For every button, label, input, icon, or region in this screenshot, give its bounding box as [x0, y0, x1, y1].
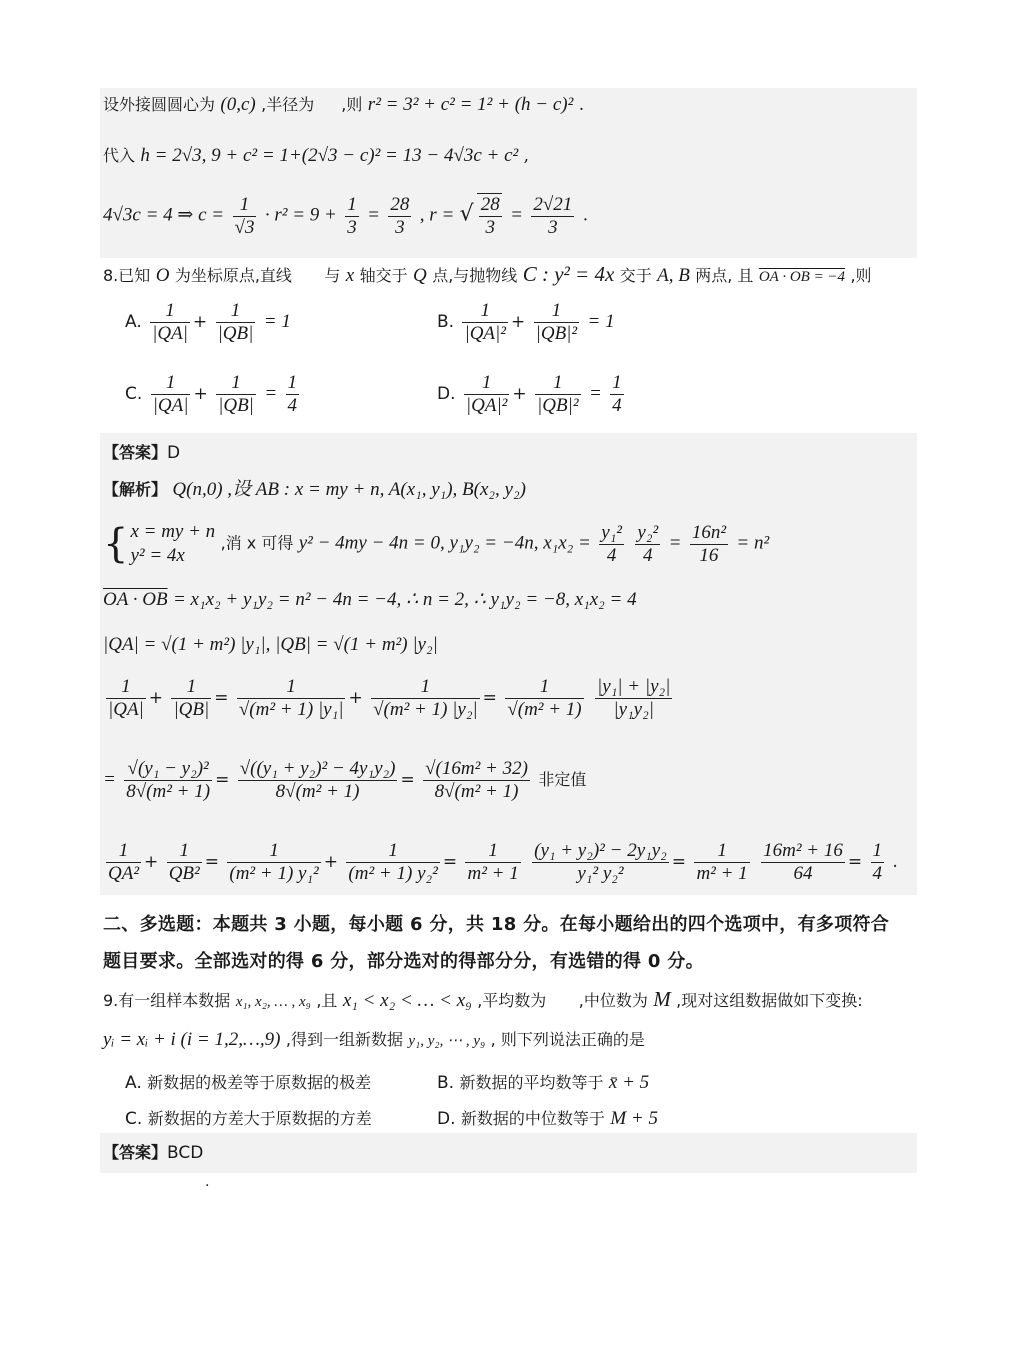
- q9-answer: 【答案】BCD: [103, 1143, 204, 1163]
- trailing-dot: .: [205, 1174, 210, 1190]
- q9-stem-line-1: 9.有一组样本数据 x₁, x₂, … , x₉ ,且 x₁ < x₂ < … < x₉ ,平均数为 ,中位数为 M ,现对这组数据做如下变换:: [103, 987, 863, 1011]
- solution-line-2: 代入 h = 2√3, 9 + c² = 1+(2√3 − c)² = 13 − 4√3c + c² ,: [103, 145, 530, 166]
- solution-line-1: 设外接圆圆心为 (0,c) ,半径为 ,则 r² = 3² + c² = 1² + (h − c)² .: [103, 94, 585, 115]
- solution-block-q8: [100, 433, 917, 895]
- q8-analysis-line-5: $\frac{1}{|QA|}$ + $\frac{1}{|QB|}$ = $\frac{1}{\text{√(m² + 1) |y₁|}}$ + $\frac{1}{\text{√(m² + 1) |y₂|}}$ = $\frac{1}{\text{√(m² + 1)}}$ $\frac{\text{|y₁| + |y₂|}}{\text{|y₁y₂|}}$: [108, 676, 671, 720]
- q9-option-d[interactable]: D. 新数据的中位数等于 M + 5: [437, 1108, 658, 1129]
- q8-analysis-line-6: = $\frac{\text{√(y₁ − y₂)²}}{\text{8√(m² + 1)}}$ = $\frac{\text{√((y₁ + y₂)² − 4y₁y₂)}}{\text{8√(m² + 1)}}$ = $\frac{\text{√(16m² + 32)}}{\text{8√(m² + 1)}}$ 非定值: [103, 758, 587, 802]
- q8-option-c[interactable]: C. $\frac{1}{|QA|}$ + $\frac{1}{|QB|}$ = $\frac{1}{4}$: [125, 372, 298, 416]
- q8-analysis-line-4: |QA| = √(1 + m²) |y₁|, |QB| = √(1 + m²) |y₂|: [103, 634, 438, 655]
- q9-option-a[interactable]: A. 新数据的极差等于原数据的极差: [125, 1073, 372, 1093]
- q8-analysis-line-3: OA · OB = x₁x₂ + y₁y₂ = n² − 4n = −4, ∴ n = 2, ∴ y₁y₂ = −8, x₁x₂ = 4: [103, 589, 637, 610]
- q8-answer: 【答案】D: [103, 443, 181, 463]
- q8-option-b[interactable]: B. $\frac{1}{\text{|QA|²}}$ + $\frac{1}{\text{|QB|²}}$ = 1: [437, 300, 615, 344]
- solution-line-3: 4√3c = 4 ⇒ c = $\frac{1}{√3}$ · r² = 9 + $\frac{1}{3}$ = $\frac{28}{3}$ , r = √ $\frac{28}{3}$ = $\frac{2√21}{3}$ .: [103, 193, 589, 238]
- section-2-heading-line-2: 题目要求。全部选对的得 6 分，部分选对的得部分分，有选错的得 0 分。: [103, 951, 704, 972]
- q8-option-d[interactable]: D. $\frac{1}{\text{|QA|²}}$ + $\frac{1}{\text{|QB|²}}$ = $\frac{1}{4}$: [437, 372, 622, 416]
- q9-option-b[interactable]: B. 新数据的平均数等于 x̄ + 5: [437, 1072, 650, 1093]
- q8-option-a[interactable]: A. $\frac{1}{|QA|}$ + $\frac{1}{|QB|}$ = 1: [125, 300, 291, 344]
- q8-analysis-line-1: 【解析】 Q(n,0) ,设 AB : x = my + n, A(x₁, y₁), B(x₂, y₂): [103, 479, 526, 500]
- q8-stem: 8.已知 O 为坐标原点,直线 与 x 轴交于 Q 点,与抛物线 C : y² = 4x 交于 A, B 两点, 且 OA · OB = −4 ,则: [103, 262, 872, 286]
- q8-analysis-line-7: $\frac{1}{\text{QA²}}$ + $\frac{1}{\text{QB²}}$ = $\frac{1}{\text{(m² + 1) y₁²}}$ + $\frac{1}{\text{(m² + 1) y₂²}}$ = $\frac{1}{\text{m² + 1}}$ $\frac{\text{(y₁ + y₂)² − 2y₁y₂}}{\text{y₁² y₂²}}$ = $\frac{1}{\text{m² + 1}}$ $\frac{\text{16m² + 16}}{64}$ = $\frac{1}{4}$ .: [108, 840, 898, 884]
- q9-option-c[interactable]: C. 新数据的方差大于原数据的方差: [125, 1109, 372, 1129]
- answer-block-q9: [100, 1133, 917, 1173]
- section-2-heading-line-1: 二、多选题：本题共 3 小题，每小题 6 分，共 18 分。在每小题给出的四个选项中，有多项符合: [103, 914, 890, 935]
- q8-analysis-line-2: { x = my + n y² = 4x ,消 x 可得 y² − 4my − 4n = 0, y₁y₂ = −4n, x₁x₂ = $\frac{\text{y₁²}}{4}$ $\frac{\text{y₂²}}{4}$ = $\frac{\text{16n²}}{16}$ = n²: [103, 521, 770, 567]
- q9-stem-line-2: yᵢ = xᵢ + i (i = 1,2,…,9) ,得到一组新数据 y₁, y₂, ⋯ , y₉ , 则下列说法正确的是: [103, 1029, 645, 1050]
